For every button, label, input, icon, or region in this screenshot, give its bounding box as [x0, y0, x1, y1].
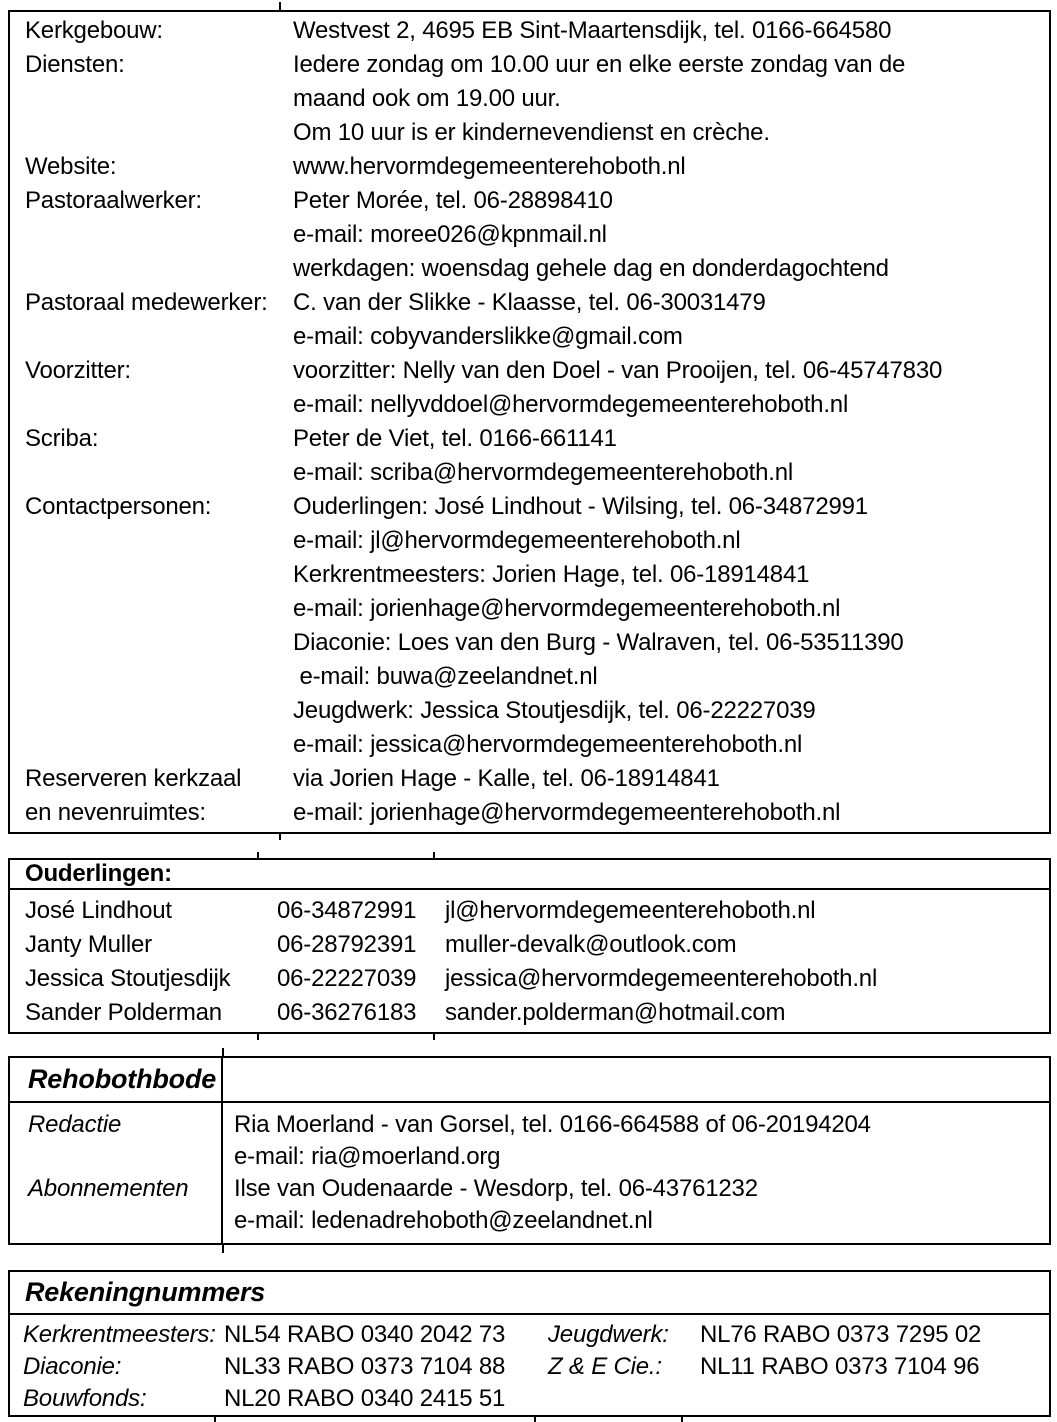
contact-row [10, 626, 1049, 660]
contact-row [10, 524, 1049, 558]
row-label: Abonnementen [28, 1175, 189, 1202]
row-label [10, 592, 280, 626]
contact-row [10, 218, 1049, 252]
row-label: Scriba: [25, 425, 99, 452]
contact-row [10, 286, 1049, 320]
row-value: e-mail: moree026@kpnmail.nl [293, 221, 607, 248]
row-value: Kerkrentmeesters: Jorien Hage, tel. 06-18914841 [293, 561, 810, 588]
row-label: Contactpersonen: [25, 493, 212, 520]
contact-row [10, 490, 1049, 524]
row-label [10, 626, 280, 660]
row-value: Jeugdwerk: Jessica Stoutjesdijk, tel. 06-22227039 [293, 697, 816, 724]
row-value: maand ook om 19.00 uur. [293, 85, 561, 112]
contact-table [8, 10, 1051, 834]
contact-row [10, 558, 1049, 592]
account-number: NL33 RABO 0373 7104 88 [224, 1353, 506, 1380]
account-number: NL76 RABO 0373 7295 02 [700, 1321, 982, 1348]
rekeningnummers-body [10, 1315, 1049, 1415]
person-name: Janty Muller [25, 931, 152, 958]
row-label [10, 558, 280, 592]
contact-row [10, 660, 1049, 694]
table-header: Ouderlingen: [10, 860, 1049, 890]
row-value: Om 10 uur is er kindernevendienst en crèche. [293, 119, 770, 146]
row-value: Diaconie: Loes van den Burg - Walraven, tel. 06-53511390 [293, 629, 904, 656]
account-label: Kerkrentmeesters: [23, 1321, 216, 1348]
row-label [10, 1141, 221, 1173]
table-row [10, 1319, 1049, 1351]
person-phone: 06-34872991 [277, 897, 417, 924]
contact-row [10, 14, 1049, 48]
row-value: via Jorien Hage - Kalle, tel. 06-18914841 [293, 765, 720, 792]
account-number: NL11 RABO 0373 7104 96 [700, 1353, 980, 1380]
account-number: NL20 RABO 0340 2415 51 [224, 1385, 506, 1412]
contact-row [10, 252, 1049, 286]
row-value: www.hervormdegemeenterehoboth.nl [293, 153, 686, 180]
contact-row [10, 422, 1049, 456]
row-value: Westvest 2, 4695 EB Sint-Maartensdijk, tel. 0166-664580 [293, 17, 892, 44]
row-value: werkdagen: woensdag gehele dag en donderdagochtend [293, 255, 889, 282]
header-empty-cell [223, 1058, 1049, 1101]
row-label [10, 694, 280, 728]
row-label: Diensten: [25, 51, 125, 78]
row-label: Redactie [28, 1111, 122, 1138]
contact-row [10, 320, 1049, 354]
rekeningnummers-table [8, 1270, 1051, 1417]
table-header: Rekeningnummers [10, 1272, 1049, 1315]
table-header-row [10, 1058, 1049, 1103]
contact-row [10, 354, 1049, 388]
rehobothbode-body [10, 1103, 1049, 1243]
person-name: Sander Polderman [25, 999, 222, 1026]
account-label [535, 1383, 682, 1415]
row-label [10, 320, 280, 354]
contact-row [10, 796, 1049, 830]
row-label [10, 252, 280, 286]
row-label: Pastoraalwerker: [25, 187, 202, 214]
row-value: e-mail: jessica@hervormdegemeenterehoboth.nl [293, 731, 803, 758]
contact-row [10, 388, 1049, 422]
account-label: Bouwfonds: [23, 1385, 147, 1412]
person-email: jessica@hervormdegemeenterehoboth.nl [445, 965, 878, 992]
row-value: e-mail: jorienhage@hervormdegemeenterehoboth.nl [293, 799, 841, 826]
account-label: Diaconie: [23, 1353, 122, 1380]
row-label [10, 218, 280, 252]
rehobothbode-table [8, 1056, 1051, 1245]
row-value: Peter de Viet, tel. 0166-661141 [293, 425, 617, 452]
contact-row [10, 150, 1049, 184]
row-value: Peter Morée, tel. 06-28898410 [293, 187, 613, 214]
person-email: muller-devalk@outlook.com [445, 931, 737, 958]
table-row [10, 1351, 1049, 1383]
row-label [10, 82, 280, 116]
contact-row [10, 592, 1049, 626]
row-value: e-mail: jl@hervormdegemeenterehoboth.nl [293, 527, 741, 554]
person-name: Jessica Stoutjesdijk [25, 965, 231, 992]
row-label: Reserveren kerkzaal [25, 765, 242, 792]
ouderlingen-table [8, 858, 1051, 1034]
label-column [10, 1103, 223, 1243]
contact-row [10, 456, 1049, 490]
table-row [10, 962, 1049, 996]
row-value: e-mail: scriba@hervormdegemeenterehoboth.nl [293, 459, 794, 486]
value-column [223, 1103, 1049, 1243]
row-label [10, 728, 280, 762]
row-value: Ouderlingen: José Lindhout - Wilsing, tel. 06-34872991 [293, 493, 868, 520]
table-row [10, 894, 1049, 928]
contact-row [10, 694, 1049, 728]
row-value: C. van der Slikke - Klaasse, tel. 06-30031479 [293, 289, 766, 316]
row-label: Pastoraal medewerker: [25, 289, 268, 316]
row-label: Kerkgebouw: [25, 17, 163, 44]
row-value: e-mail: buwa@zeelandnet.nl [293, 663, 598, 690]
row-value: e-mail: ledenadrehoboth@zeelandnet.nl [234, 1207, 653, 1234]
person-phone: 06-36276183 [277, 999, 417, 1026]
row-label [10, 1205, 221, 1237]
row-value: e-mail: ria@moerland.org [234, 1143, 501, 1170]
table-row [10, 928, 1049, 962]
table-header: Rehobothbode [10, 1058, 223, 1101]
row-label [10, 456, 280, 490]
account-label: Z & E Cie.: [548, 1353, 662, 1380]
table-row [10, 996, 1049, 1030]
row-value: Ria Moerland - van Gorsel, tel. 0166-664588 of 06-20194204 [234, 1111, 871, 1138]
contact-row [10, 728, 1049, 762]
person-name: José Lindhout [25, 897, 172, 924]
contact-row [10, 184, 1049, 218]
account-label: Jeugdwerk: [548, 1321, 669, 1348]
row-value: e-mail: jorienhage@hervormdegemeenterehoboth.nl [293, 595, 841, 622]
row-value: Ilse van Oudenaarde - Wesdorp, tel. 06-43761232 [234, 1175, 758, 1202]
row-value: e-mail: cobyvanderslikke@gmail.com [293, 323, 683, 350]
row-label [10, 524, 280, 558]
ouderlingen-body [10, 890, 1049, 1030]
contact-row [10, 762, 1049, 796]
account-number: NL54 RABO 0340 2042 73 [224, 1321, 506, 1348]
row-label [10, 388, 280, 422]
person-phone: 06-22227039 [277, 965, 417, 992]
row-value: voorzitter: Nelly van den Doel - van Prooijen, tel. 06-45747830 [293, 357, 943, 384]
contact-row [10, 116, 1049, 150]
person-email: jl@hervormdegemeenterehoboth.nl [445, 897, 816, 924]
row-label [10, 116, 280, 150]
row-label: en nevenruimtes: [25, 799, 206, 826]
contact-row [10, 48, 1049, 82]
person-email: sander.polderman@hotmail.com [445, 999, 786, 1026]
row-label: Website: [25, 153, 117, 180]
account-number [682, 1383, 1049, 1415]
row-label: Voorzitter: [25, 357, 131, 384]
row-value: e-mail: nellyvddoel@hervormdegemeenterehoboth.nl [293, 391, 849, 418]
person-phone: 06-28792391 [277, 931, 417, 958]
row-label [10, 660, 280, 694]
row-value: Iedere zondag om 10.00 uur en elke eerste zondag van de [293, 51, 906, 78]
contact-row [10, 82, 1049, 116]
table-row [10, 1383, 1049, 1415]
